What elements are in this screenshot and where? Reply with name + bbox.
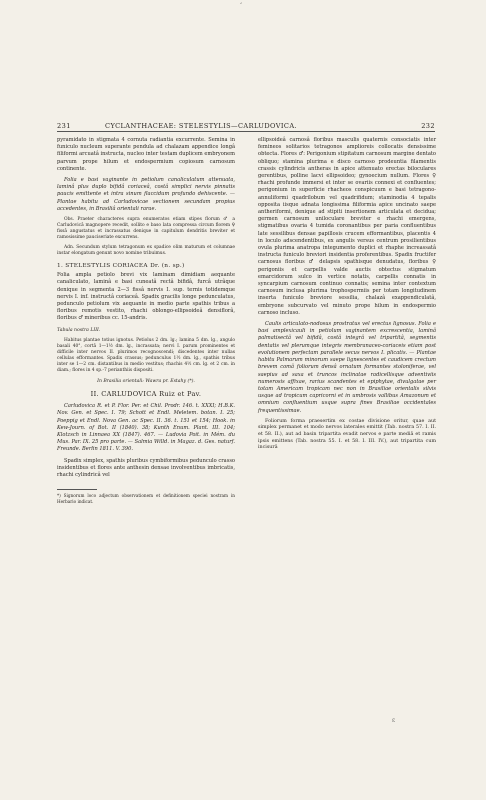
paragraph-small: Foliorum forma praesertim ex costae divisione oritur, quae aut simplex permanet et modo nervos laterales emittit (Tab. nostra 57. I. II. et 58. II.), aut ad basin tripartita evadit nervos e parte mediâ et ramis ipsis emittens (Tab. nostra 55. I. et 58. I. III. IV.), aut tripartita cum incisurâ — [258, 418, 436, 451]
page-corner-mark: ε — [392, 717, 396, 724]
plate-reference: Tabula nostra LIII. — [57, 327, 101, 333]
page-top-mark: ʻ — [240, 2, 242, 9]
paragraph-italic: Folia e basi vaginante in petiolum canaliculatum attenuata, laminâ plus duplo bifidâ coriaceâ, costâ simplici nervis pinnatis paucis emittente et intra sinum flaccidum profundo dehiscente. — Plantae habitu ad Carludovicae sectionem secundam propius accedentes, in Brasiliâ orientali rarae. — [57, 177, 235, 212]
genus-heading: II. CARLUDOVICA Ruiz et Pav. — [90, 390, 202, 399]
species-notes: Habitus plantae totius ignotus. Petiolus 2 dm. lg.; lamina 5 dm. lg., angulo basali 40°, cortâ 1—1½ dm. lg., incrassata; nervi I. parum prominentes et difficile inter nervos II. plurimos recognoscendi; discedentes inter nullas cellulas efformantes. Spadix crassus; pedunculus 1½ dm. lg., spathis tribus inter se 1—2 cm. distantibus in medio vestitus; rhachis 4½ cm. lg. et 2 cm. in diam.; flores in 4 sp.-7 perianthiis dispositi. — [57, 337, 235, 373]
genus-references: Carludovica R. et P. Flor. Per. et Chil. Prodr. 146. t. XXXI; H.B.K. Nov. Gen. et Spec. I. 79; Schott et Endl. Meletem. botan. I. 25; Poeppig et Endl. Nova Gen. ac Spec. II. 36. t. 151 et 154; Hook. in Kew-Journ. of Bot. II (1840). 38; Kunth Enum. Plant. III. 104; Klotzsch in Linnaea XX (1847). 467. — Ludovia Poit. in Mém. du Mus. Par. IX. 25 pro parte. — Salmia Willd. in Magaz. d. Ges. naturf. Freunde. Berlin 1811. V. 390. — [57, 403, 235, 453]
locality: In Brasilia orientali: Wawra pr. Estahy (*). — [97, 378, 195, 384]
observation-note: Obs. Praeter characteres supra enumeratos etiam stipes florum ♂ a Carludovicâ magnopere recedit, sollito e baso lata compressa circum florem ♀ fissâ angustatus et incrassatus denique in capitulum dendritis breviter et ramosissime pauciseriate excurrens. — [57, 217, 235, 241]
annotation-note: Adn. Secundum stylum tetragonum ex spadice olim maturum et columnae instar elongatum genunt novo nomine tribuimus. — [57, 245, 235, 257]
paragraph: pyramidato in stigmata 4 cornuta radiantia excurrente. Semina in funiculo nucleum superante pendula ad chalazam appendice longâ filiformi arcuatâ instructa, nucleo inter testam duplicem embryonem parvum prope hilum et endospermium copiosum carnosum continente. — [57, 137, 235, 172]
paragraph-italic: Caulis articulato-nodosus prostratus vel erectus lignosus. Folia e basi amplexicauli in petiolum vaginantem excrescentia, laminâ palmatisectâ vel bifidâ, costâ integrâ vel tripartitâ, segmentis dentatis vel plerumque integris membranaceo-coriaceis etiam post evolutionem perfectam parallele secus nervos I. plicatis. — Plantae habitu Palmarum minorum saepe lignescentes et caudicem crectum brevem comâ foliorum densâ ornatum formantes stoloniferae, vel saepius ad saxa et truncos inclinatae radicellisque adventiviis numerosis affixae, rarius scandentes et epiphytae, divulgatae per totam Americam tropicam nec non in Brasiliae orientalis silvis usque ad tropicum capricorni et in umbrosis vallibus Amazonum et omnium confluentium usque supra fines Brasiliae occidentales frequentissimae. — [258, 321, 436, 414]
footnote: *) Signorum loco adjectum observationem et definitionem speciei nostram in Herbario indicat. — [57, 493, 235, 504]
left-page-number: 231 — [57, 122, 71, 130]
paragraph: ellipsoideâ carnosâ floribus masculis quaternis consociatis inter femineos solitarios tetragonos amplioreis collocatis densissime obtecta. Flores ♂: Perigonium stipitatum carnosum margine dentato obliquo; stamina plurima e disco carnoso prodeuntia filamentis crassis cylindricis antheras in apice attenuato erectas biloculares gerentibus, polline lacvi ellipsoideo; gynoecium nullum. Flores ♀ rhachi profunde immersi et inter se ovariis connexi et confluentes; perigonium in superficie rhacheos conspicuum e basi tetragono-annuliformi quadrilobum vel quadrifidum; staminodia 4 tepalis opposita iisque adnata longissima filiformia apice uncinato saepe antheriformi, denique ad stipiti insertionem articulata et decidua; germen carnosum uniloculare breviter e rhachi emergens, stigmatibus ovaria 4 tumida coronantibus per paria confluentibus late sessilibus densae papillosis crucem efformantibus, placentis 4 in loculo adscendentibus, ex angulis versus centrum prosilientibus ovula plurima anatropa integumento duplici et rhaphe increassatâ instructa funiculo breviori insidentia proferentibus. Spadix fructifer carnosus floribus ♂ delapsis spathisque denudatus, floribus ♀ perigoniis et carpellis valde auctis obtectus stigmatum emarcidorum sulco in vertice notatis, carpellis connatis in syncarpium carnosum continuo connatis; semina inter contextum carnosum inclusa plurima trophospermiis per totam longitudinem inserta funiculo breviore sessilia, chalazâ exappendiculatâ, embryone subcurvato vel minuto prope hilum in endospermio carnoso incluso. — [258, 137, 436, 316]
header-rule — [57, 131, 435, 132]
right-column — [258, 137, 436, 456]
right-page-number: 232 — [421, 122, 435, 130]
genus-description: Spadix simplex, spathis pluribus cymbiformibus pedunculo crasso insidentibus et flores ante anthesin densae involventibus imbricatis, rhachi cylindricâ vel — [57, 457, 235, 479]
species-description: Folia ampla petiolo brevi vix laminam dimidiam aequante canaliculato, laminâ e basi cuneatâ rectâ bifidâ, furcâ utrâque denique in segmenta 2—3 fissâ nervis I. sup. ternis totidemque nervis I. inf. instructâ coriaceâ. Spadix gracilis longe pedunculatus, pedunculo petiolum vix aequante in medio parte spathis tribus a floribus remotis vestito, rhachi oblongo-ellipsoideâ densiflorâ, floribus ♂ mineribus cc. 15-andris. — [57, 272, 235, 322]
left-column — [57, 137, 235, 504]
footnote-rule — [57, 489, 97, 490]
running-title: CYCLANTHACEAE: STELESTYLIS—CARLUDOVICA. — [105, 122, 297, 130]
species-heading: 1. STELESTYLIS CORIACEA Dr. (n. sp.) — [57, 263, 185, 270]
